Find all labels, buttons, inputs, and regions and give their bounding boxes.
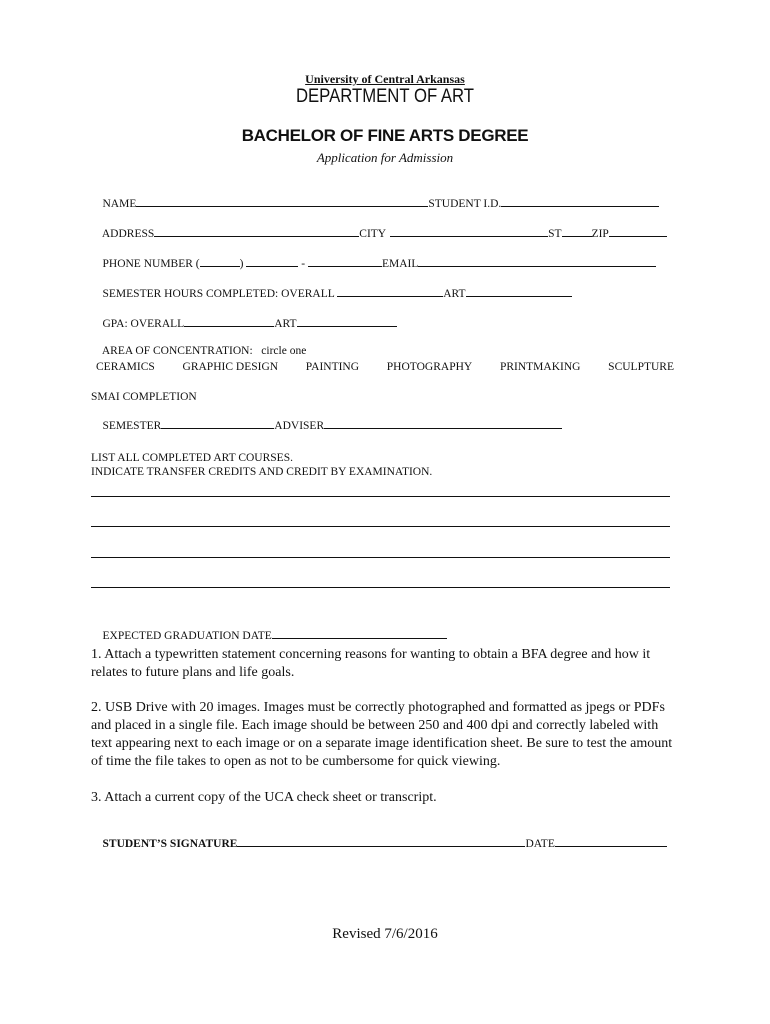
signature-row — [91, 823, 667, 862]
address-label: ADDRESS — [101, 228, 155, 240]
address-blank[interactable] — [154, 225, 359, 237]
university-name: University of Central Arkansas — [305, 72, 465, 86]
semester-label: SEMESTER — [102, 420, 162, 432]
zip-label: ZIP — [591, 228, 609, 240]
phone-close: ) — [239, 258, 244, 270]
area-option[interactable]: PAINTING — [305, 361, 360, 373]
phone-line-blank[interactable] — [308, 255, 382, 267]
degree-title: BACHELOR OF FINE ARTS DEGREE — [241, 126, 529, 145]
overall-hours-blank[interactable] — [337, 285, 443, 297]
zip-blank[interactable] — [609, 225, 667, 237]
area-option[interactable]: CERAMICS — [96, 361, 155, 373]
gpa-art-label: ART — [274, 318, 297, 330]
st-blank[interactable] — [562, 225, 592, 237]
course-line[interactable] — [91, 587, 670, 588]
area-label: AREA OF CONCENTRATION: — [101, 345, 253, 357]
courses-instruction-2: INDICATE TRANSFER CREDITS AND CREDIT BY EXAMINATION. — [91, 466, 433, 478]
gpa-overall-label: GPA: OVERALL — [102, 318, 185, 330]
adviser-blank[interactable] — [324, 417, 562, 429]
phone-label: PHONE NUMBER ( — [102, 258, 200, 270]
email-blank[interactable] — [418, 255, 656, 267]
course-line[interactable] — [91, 526, 670, 527]
graduation-blank[interactable] — [272, 627, 447, 639]
date-blank[interactable] — [555, 835, 667, 847]
department-title: DEPARTMENT OF ART — [295, 86, 475, 107]
adviser-label: ADVISER — [274, 420, 325, 432]
area-option[interactable]: GRAPHIC DESIGN — [182, 361, 279, 373]
course-line[interactable] — [91, 557, 670, 558]
name-label: NAME — [102, 198, 137, 210]
gpa-art-blank[interactable] — [297, 315, 397, 327]
phone-dash: - — [301, 258, 306, 270]
semester-blank[interactable] — [161, 417, 274, 429]
graduation-label: EXPECTED GRADUATION DATE — [102, 630, 272, 642]
instruction-2: 2. USB Drive with 20 images. Images must be correctly photographed and formatted as jpegs or PDFs and placed in a single file. Each image should be between 250 and 400 dpi and correctly labeled with text appearing next to each image or on a separate image identification sheet. Be sure to test the amount of time the file takes to open as not to be cumbersome for quick viewing. — [91, 700, 673, 769]
area-option[interactable]: PRINTMAKING — [499, 361, 581, 373]
signature-label: STUDENT’S SIGNATURE — [102, 838, 238, 850]
art-hours-label: ART — [443, 288, 466, 300]
instruction-1: 1. Attach a typewritten statement concerning reasons for wanting to obtain a BFA degree and how it relates to future plans and life goals. — [91, 647, 651, 680]
smai-row — [91, 405, 562, 444]
smai-label: SMAI COMPLETION — [91, 391, 197, 403]
name-blank[interactable] — [136, 195, 428, 207]
form-subtitle: Application for Admission — [316, 150, 454, 165]
city-blank[interactable] — [390, 225, 548, 237]
st-label: ST — [548, 228, 562, 240]
gpa-overall-blank[interactable] — [184, 315, 274, 327]
area-option[interactable]: PHOTOGRAPHY — [386, 361, 473, 373]
course-line[interactable] — [91, 496, 670, 497]
area-code-blank[interactable] — [200, 255, 240, 267]
signature-blank[interactable] — [237, 835, 525, 847]
phone-prefix-blank[interactable] — [246, 255, 298, 267]
area-option[interactable]: SCULPTURE — [608, 361, 674, 373]
student-id-label: STUDENT I.D. — [428, 198, 502, 210]
semester-hours-label: SEMESTER HOURS COMPLETED: OVERALL — [102, 288, 335, 300]
email-label: EMAIL — [381, 258, 419, 270]
revised-date: Revised 7/6/2016 — [332, 926, 438, 942]
art-hours-blank[interactable] — [466, 285, 572, 297]
student-id-blank[interactable] — [501, 195, 659, 207]
area-hint: circle one — [261, 345, 307, 357]
instruction-3: 3. Attach a current copy of the UCA check sheet or transcript. — [91, 790, 437, 805]
concentration-options — [96, 361, 674, 373]
courses-instruction-1: LIST ALL COMPLETED ART COURSES. — [91, 452, 293, 464]
date-label: DATE — [525, 838, 555, 850]
city-label: CITY — [359, 228, 387, 240]
